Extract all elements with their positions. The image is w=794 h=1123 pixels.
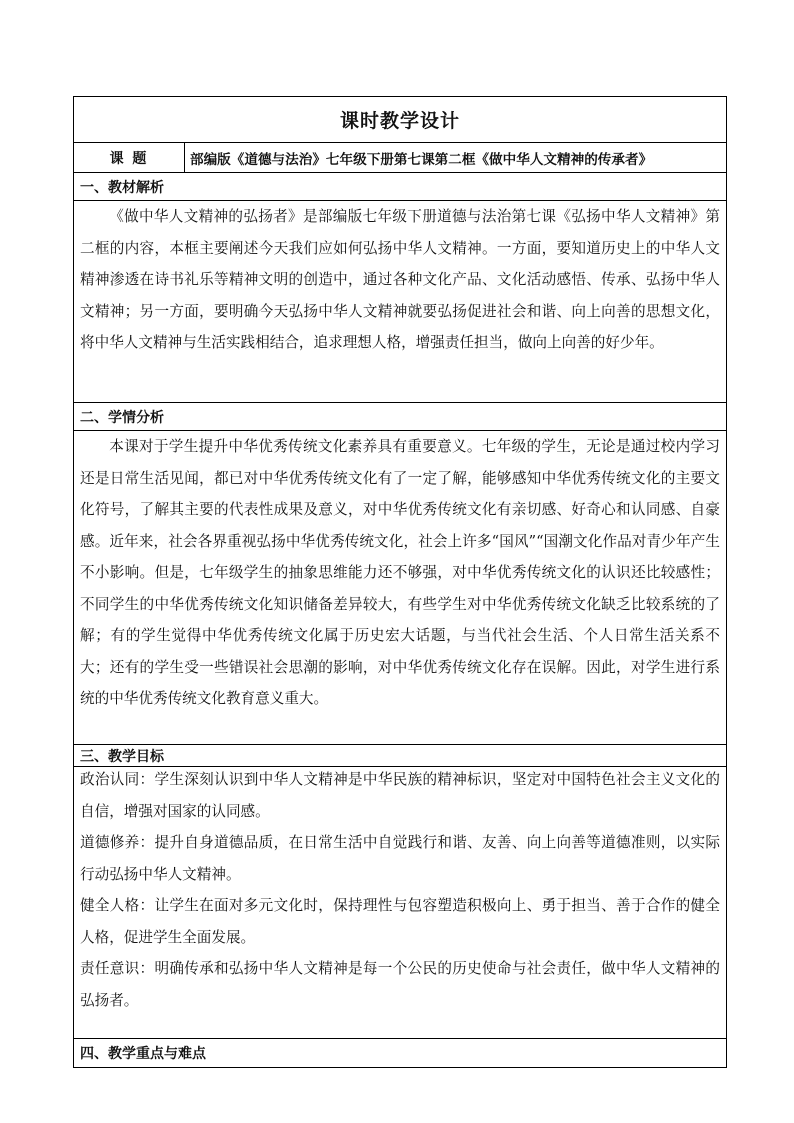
section-heading-learner-analysis: 二、学情分析 xyxy=(74,403,726,431)
subject-value: 部编版《道德与法治》七年级下册第七课第二框《做中华人文精神的传承者》 xyxy=(190,151,653,168)
goal-responsibility: 责任意识：明确传承和弘扬中华人文精神是每一个公民的历史使命与社会责任，做中华人文精神的弘扬者。 xyxy=(80,960,720,1009)
section-body-teaching-goals xyxy=(74,764,726,1039)
paragraph: 《做中华人文精神的弘扬者》是部编版七年级下册道德与法治第七课《弘扬中华人文精神》第二框的内容，本框主要阐述今天我们应如何弘扬中华人文精神。一方面，要知道历史上的中华人文精神渗透在诗书礼乐等精神文明的创造中，通过各种文化产品、文化活动感悟、传承、弘扬中华人文精神；另一方面，要明确今天弘扬中华人文精神就要弘扬促进社会和谐、向上向善的思想文化，将中华人文精神与生活实践相结合，追求理想人格，增强责任担当，做向上向善的好少年。 xyxy=(80,208,720,351)
section-heading-teaching-goals: 三、教学目标 xyxy=(74,745,726,767)
section-body-textbook-analysis xyxy=(74,201,726,403)
lesson-plan-table xyxy=(73,96,727,1068)
section-heading-textbook-analysis: 一、教材解析 xyxy=(74,173,726,201)
subject-row xyxy=(74,143,726,173)
title-row xyxy=(74,97,726,143)
section-heading-key-points: 四、教学重点与难点 xyxy=(80,1046,206,1062)
subject-label: 课 题 xyxy=(74,143,185,172)
goal-moral-cultivation: 道德修养：提升自身道德品质，在日常生活中自觉践行和谐、友善、向上向善等道德准则，以实际行动弘扬中华人文精神。 xyxy=(80,834,720,883)
goal-sound-personality: 健全人格：让学生在面对多元文化时，保持理性与包容塑造积极向上、勇于担当、善于合作的健全人格，促进学生全面发展。 xyxy=(80,897,720,946)
goal-political-identity: 政治认同：学生深刻认识到中华人文精神是中华民族的精神标识，坚定对中国特色社会主义文化的自信，增强对国家的认同感。 xyxy=(80,771,720,820)
section-body-learner-analysis xyxy=(74,431,726,745)
paragraph: 本课对于学生提升中华优秀传统文化素养具有重要意义。七年级的学生，无论是通过校内学习还是日常生活见闻，都已对中华优秀传统文化有了一定了解，能够感知中华优秀传统文化的主要文化符号，了解其主要的代表性成果及意义，对中华优秀传统文化有亲切感、好奇心和认同感、自豪感。近年来，社会各界重视弘扬中华优秀传统文化，社会上许多“国风”“国潮文化作品对青少年产生不小影响。但是，七年级学生的抽象思维能力还不够强，对中华优秀传统文化的认识还比较感性；不同学生的中华优秀传统文化知识储备差异较大，有些学生对中华优秀传统文化缺乏比较系统的了解；有的学生觉得中华优秀传统文化属于历史宏大话题，与当代社会生活、个人日常生活关系不大；还有的学生受一些错误社会思潮的影响，对中华优秀传统文化存在误解。因此，对学生进行系统的中华优秀传统文化教育意义重大。 xyxy=(80,438,720,707)
document-title: 课时教学设计 xyxy=(339,110,460,132)
